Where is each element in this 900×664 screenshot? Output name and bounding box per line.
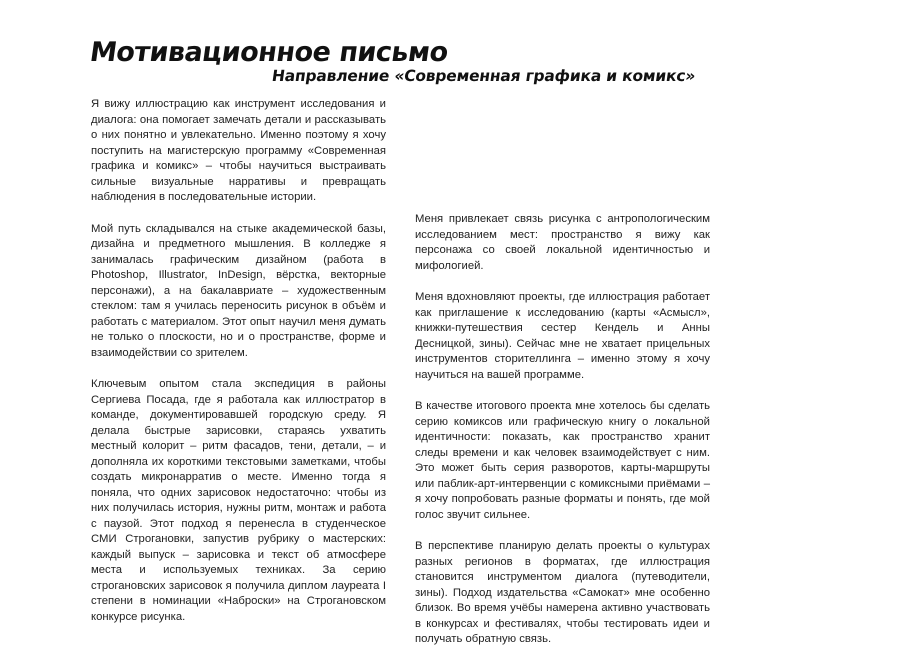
left-paragraph-3: Ключевым опытом стала экспедиция в районы Сергиева Посада, где я работала как иллюстратор в команде, документировавшей городскую среду. Я делала быстрые зарисовки, стараясь ухватить местный колорит – ритм фасадов, тени, детали, – и дополняла их короткими текстовыми заметками, чтобы создать микронарратив о месте. Именно тогда я поняла, что одних зарисовок недостаточно: чтобы из них получилась история, нужны ритм, монтаж и работа с паузой. Этот подход я перенесла в студенческое СМИ Строгановки, запустив рубрику о мастерских: каждый выпуск – зарисовка и текст об атмосфере места и используемых техниках. За серию строгановских зарисовок я получила диплом лауреата I степени в номинации «Наброски» на Строгановском конкурсе рисунка. bbox=[91, 378, 386, 623]
page-title: Мотивационное письмо bbox=[87, 37, 450, 68]
left-paragraph-2: Мой путь складывался на стыке академической базы, дизайна и предметного мышления. В колледже я занималась графическим дизайном (работа в Photoshop, Illustrator, InDesign, вёрстка, векторные персонажи), а на бакалавриате – художественным стеклом: там я училась переносить рисунок в объём и работать с материалом. Этот опыт научил меня думать не только о плоскости, но и о пространстве, форме и взаимодействии со зрителем. bbox=[91, 222, 386, 359]
right-column bbox=[415, 212, 710, 664]
left-column bbox=[91, 97, 386, 641]
right-paragraph-4: В перспективе планирую делать проекты о культурах разных регионов в форматах, где иллюстрация становится инструментом диалога (путеводители, зины). Подход издательства «Самокат» мне особенно близок. Во время учёбы намерена активно участвовать в конкурсах и фестивалях, чтобы тестировать идеи и получать обратную связь. bbox=[415, 540, 710, 645]
left-paragraph-1: Я вижу иллюстрацию как инструмент исследования и диалога: она помогает замечать детали и рассказывать о них понятно и увлекательно. Именно поэтому я хочу поступить на магистерскую программу «Современная графика и комикс» – чтобы научиться выстраивать сильные визуальные нарративы и превращать наблюдения в последовательные истории. bbox=[91, 98, 386, 203]
right-paragraph-3: В качестве итогового проекта мне хотелось бы сделать серию комиксов или графическую книгу о локальной идентичности: показать, как пространство хранит следы времени и как человек взаимодействует с ним. Это может быть серия разворотов, карты-маршруты или паблик-арт-интервенции с комиксными приёмами – я хочу попробовать разные форматы и понять, где мой голос звучит сильнее. bbox=[415, 400, 710, 521]
right-paragraph-2: Меня вдохновляют проекты, где иллюстрация работает как приглашение к исследованию (карты «Асмысл», книжки-путешествия сестер Кендель и Анны Десницкой, зины). Сейчас мне не хватает прицельных инструментов сторителлинга – именно этому я хочу научиться на вашей программе. bbox=[415, 291, 710, 381]
page-subtitle: Направление «Современная графика и комикс» bbox=[270, 67, 697, 85]
right-paragraph-1: Меня привлекает связь рисунка с антропологическим исследованием мест: пространство я вижу как персонажа со своей локальной идентичностью и мифологией. bbox=[415, 213, 710, 272]
